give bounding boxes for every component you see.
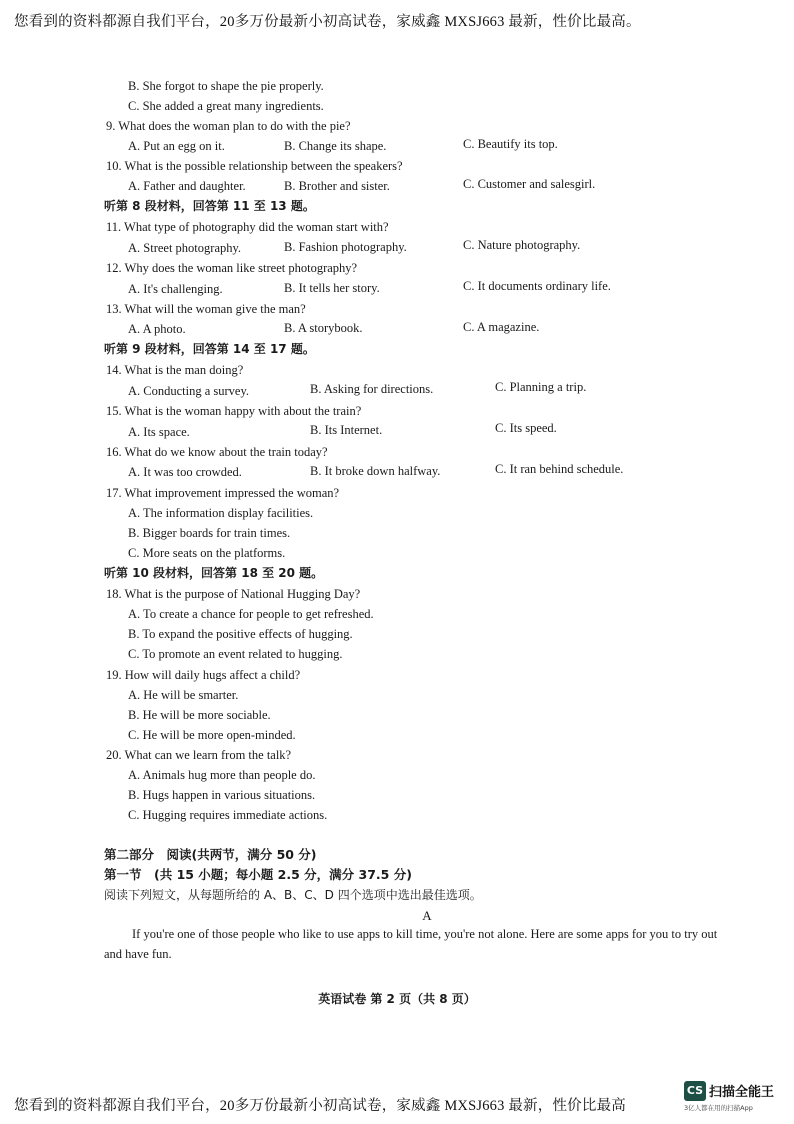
q11-option-b: B. Fashion photography.	[284, 240, 407, 254]
q13-option-a: A. A photo.	[128, 322, 186, 336]
q12-option-a: A. It's challenging.	[128, 282, 223, 296]
q8-option-c: C. She added a great many ingredients.	[128, 99, 324, 113]
q15-option-c: C. Its speed.	[495, 421, 557, 435]
q10-option-a: A. Father and daughter.	[128, 179, 246, 193]
q10-option-c: C. Customer and salesgirl.	[463, 177, 596, 191]
q11-option-a: A. Street photography.	[128, 241, 242, 255]
q13-option-c: C. A magazine.	[463, 320, 540, 334]
q16-option-a: A. It was too crowded.	[128, 465, 242, 479]
q16-option-b: B. It broke down halfway.	[310, 464, 441, 478]
bottom-banner: 您看到的资料都源自我们平台，20多万份最新小初高试卷，家威鑫 MXSJ663 最新，性价比最高	[14, 1098, 626, 1114]
q19-option-a: A. He will be smarter.	[128, 688, 239, 702]
q13-option-b: B. A storybook.	[284, 321, 363, 335]
q17-option-c: C. More seats on the platforms.	[128, 546, 286, 560]
q9-option-a: A. Put an egg on it.	[128, 139, 225, 153]
q10-option-b: B. Brother and sister.	[284, 179, 390, 193]
question-17: 17. What improvement impressed the woman?	[106, 486, 340, 500]
section-9-instruction: 听第 9 段材料，回答第 14 至 17 题。	[104, 342, 315, 356]
cs-logo-icon: CS	[684, 1081, 706, 1101]
passage-text: If you're one of those people who like to use apps to kill time, you're not alone. Here are some apps for you to try out and have fun.	[104, 927, 718, 961]
question-10: 10. What is the possible relationship between the speakers?	[106, 159, 403, 173]
q18-option-a: A. To create a chance for people to get refreshed.	[128, 607, 374, 621]
question-19: 19. How will daily hugs affect a child?	[106, 668, 301, 682]
q12-option-b: B. It tells her story.	[284, 281, 380, 295]
q19-option-c: C. He will be more open-minded.	[128, 728, 296, 742]
question-18: 18. What is the purpose of National Hugging Day?	[106, 587, 361, 601]
q14-option-b: B. Asking for directions.	[310, 382, 434, 396]
q12-option-c: C. It documents ordinary life.	[463, 279, 611, 293]
q19-option-b: B. He will be more sociable.	[128, 708, 271, 722]
q20-option-b: B. Hugs happen in various situations.	[128, 788, 316, 802]
question-14: 14. What is the man doing?	[106, 363, 244, 377]
camscanner-logo	[684, 1078, 788, 1118]
q9-option-c: C. Beautify its top.	[463, 137, 558, 151]
q15-option-b: B. Its Internet.	[310, 423, 383, 437]
q14-option-a: A. Conducting a survey.	[128, 384, 250, 398]
section-8-instruction: 听第 8 段材料，回答第 11 至 13 题。	[104, 199, 315, 213]
q20-option-c: C. Hugging requires immediate actions.	[128, 808, 328, 822]
q18-option-b: B. To expand the positive effects of hugging.	[128, 627, 353, 641]
question-16: 16. What do we know about the train today?	[106, 445, 328, 459]
q15-option-a: A. Its space.	[128, 425, 190, 439]
page-footer: 英语试卷 第 2 页（共 8 页）	[318, 992, 476, 1006]
top-banner: 您看到的资料都源自我们平台，20多万份最新小初高试卷，家威鑫 MXSJ663 最新，性价比最高。	[14, 14, 641, 30]
reading-instruction: 阅读下列短文，从每题所给的 A、B、C、D 四个选项中选出最佳选项。	[104, 888, 482, 902]
question-13: 13. What will the woman give the man?	[106, 302, 306, 316]
section-10-instruction: 听第 10 段材料，回答第 18 至 20 题。	[104, 566, 324, 580]
passage-label: A	[422, 908, 432, 923]
logo-name: 扫描全能王	[709, 1085, 775, 1100]
question-11: 11. What type of photography did the woman start with?	[106, 220, 389, 234]
question-9: 9. What does the woman plan to do with the pie?	[106, 119, 351, 133]
section-1-heading: 第一节 (共 15 小题；每小题 2.5 分，满分 37.5 分)	[104, 867, 412, 882]
q17-option-b: B. Bigger boards for train times.	[128, 526, 291, 540]
question-12: 12. Why does the woman like street photography?	[106, 261, 358, 275]
q11-option-c: C. Nature photography.	[463, 238, 581, 252]
q18-option-c: C. To promote an event related to hugging.	[128, 647, 343, 661]
question-20: 20. What can we learn from the talk?	[106, 748, 292, 762]
q16-option-c: C. It ran behind schedule.	[495, 462, 624, 476]
q20-option-a: A. Animals hug more than people do.	[128, 768, 316, 782]
q9-option-b: B. Change its shape.	[284, 139, 387, 153]
part-2-heading: 第二部分 阅读(共两节，满分 50 分)	[104, 847, 317, 862]
q17-option-a: A. The information display facilities.	[128, 506, 314, 520]
q14-option-c: C. Planning a trip.	[495, 380, 587, 394]
question-15: 15. What is the woman happy with about the train?	[106, 404, 362, 418]
q8-option-b: B. She forgot to shape the pie properly.	[128, 79, 324, 93]
logo-tagline: 3亿人都在用的扫描App	[684, 1104, 753, 1112]
